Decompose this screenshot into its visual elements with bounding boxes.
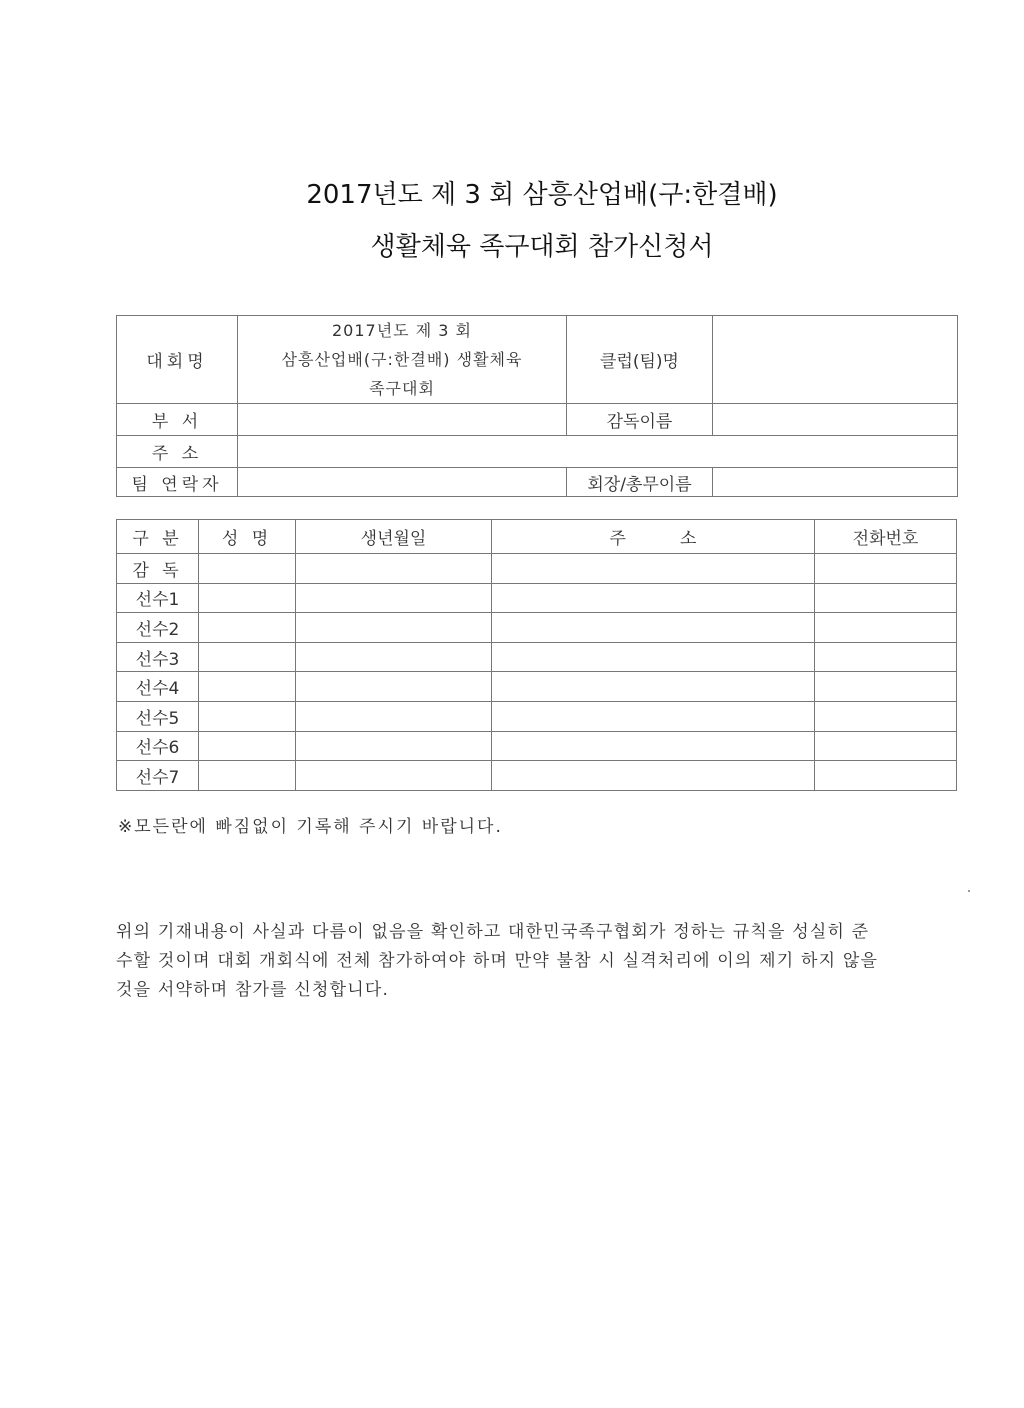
roster-birthdate-field[interactable] xyxy=(296,672,492,702)
roster-row-label: 선수4 xyxy=(117,672,199,702)
event-name-value xyxy=(238,316,567,404)
roster-birthdate-field[interactable] xyxy=(296,701,492,731)
roster-address-field[interactable] xyxy=(492,583,815,613)
roster-birthdate-field[interactable] xyxy=(296,554,492,584)
table-row xyxy=(117,642,957,672)
club-name-label: 클럽(팀)명 xyxy=(567,316,713,404)
pledge-line2: 수할 것이며 대회 개회식에 전체 참가하여야 하며 만약 불참 시 실격처리에 이의 제기 하지 않을 xyxy=(116,951,879,971)
header-phone: 전화번호 xyxy=(815,520,957,554)
pledge-paragraph xyxy=(116,918,968,1005)
roster-address-field[interactable] xyxy=(492,761,815,791)
header-address: 주 소 xyxy=(492,520,815,554)
instruction-note: ※모든란에 빠짐없이 기록해 주시기 바랍니다. xyxy=(118,817,503,837)
scan-speck xyxy=(968,890,970,892)
roster-row-label: 선수3 xyxy=(117,642,199,672)
form-title-line2: 생활체육 족구대회 참가신청서 xyxy=(370,232,714,262)
roster-row-label: 선수7 xyxy=(117,761,199,791)
roster-phone-field[interactable] xyxy=(815,761,957,791)
roster-name-field[interactable] xyxy=(199,701,296,731)
pledge-line3: 것을 서약하며 참가를 신청합니다. xyxy=(116,980,390,1000)
roster-table xyxy=(116,519,957,791)
coach-name-label: 감독이름 xyxy=(567,404,713,436)
roster-birthdate-field[interactable] xyxy=(296,613,492,643)
department-label: 부 서 xyxy=(117,404,238,436)
roster-birthdate-field[interactable] xyxy=(296,642,492,672)
roster-phone-field[interactable] xyxy=(815,583,957,613)
roster-address-field[interactable] xyxy=(492,642,815,672)
roster-row-label: 선수6 xyxy=(117,731,199,761)
roster-name-field[interactable] xyxy=(199,554,296,584)
header-name: 성 명 xyxy=(199,520,296,554)
president-name-field[interactable] xyxy=(713,468,958,497)
table-row xyxy=(117,583,957,613)
roster-phone-field[interactable] xyxy=(815,731,957,761)
roster-phone-field[interactable] xyxy=(815,613,957,643)
event-name-line2: 삼흥산업배(구:한결배) 생활체육 xyxy=(281,350,523,369)
form-title-line1: 2017년도 제 3 회 삼흥산업배(구:한결배) xyxy=(306,180,778,210)
roster-address-field[interactable] xyxy=(492,701,815,731)
header-birthdate: 생년월일 xyxy=(296,520,492,554)
roster-header-row xyxy=(117,520,957,554)
event-name-line3: 족구대회 xyxy=(369,379,435,398)
roster-row-label: 감 독 xyxy=(117,554,199,584)
roster-body xyxy=(117,520,957,791)
address-field[interactable] xyxy=(238,436,958,468)
roster-phone-field[interactable] xyxy=(815,554,957,584)
roster-address-field[interactable] xyxy=(492,554,815,584)
roster-phone-field[interactable] xyxy=(815,642,957,672)
event-name-line1: 2017년도 제 3 회 xyxy=(332,321,472,340)
club-name-field[interactable] xyxy=(713,316,958,404)
table-row xyxy=(117,701,957,731)
roster-birthdate-field[interactable] xyxy=(296,583,492,613)
roster-phone-field[interactable] xyxy=(815,672,957,702)
table-row xyxy=(117,672,957,702)
table-row xyxy=(117,731,957,761)
table-row xyxy=(117,613,957,643)
roster-name-field[interactable] xyxy=(199,583,296,613)
roster-address-field[interactable] xyxy=(492,672,815,702)
address-label: 주 소 xyxy=(117,436,238,468)
roster-row-label: 선수5 xyxy=(117,701,199,731)
coach-name-field[interactable] xyxy=(713,404,958,436)
table-row xyxy=(117,554,957,584)
pledge-line1: 위의 기재내용이 사실과 다름이 없음을 확인하고 대한민국족구협회가 정하는 규칙을 성실히 준 xyxy=(116,922,870,942)
roster-name-field[interactable] xyxy=(199,613,296,643)
roster-birthdate-field[interactable] xyxy=(296,731,492,761)
roster-birthdate-field[interactable] xyxy=(296,761,492,791)
roster-name-field[interactable] xyxy=(199,731,296,761)
roster-name-field[interactable] xyxy=(199,642,296,672)
roster-row-label: 선수1 xyxy=(117,583,199,613)
team-contact-label: 팀 연락자 xyxy=(117,468,238,497)
roster-phone-field[interactable] xyxy=(815,701,957,731)
team-contact-field[interactable] xyxy=(238,468,567,497)
roster-row-label: 선수2 xyxy=(117,613,199,643)
table-row xyxy=(117,761,957,791)
department-field[interactable] xyxy=(238,404,567,436)
roster-name-field[interactable] xyxy=(199,672,296,702)
team-info-table xyxy=(116,315,958,497)
event-name-label: 대회명 xyxy=(117,316,238,404)
president-name-label: 회장/총무이름 xyxy=(567,468,713,497)
roster-address-field[interactable] xyxy=(492,731,815,761)
roster-name-field[interactable] xyxy=(199,761,296,791)
roster-address-field[interactable] xyxy=(492,613,815,643)
header-category: 구 분 xyxy=(117,520,199,554)
